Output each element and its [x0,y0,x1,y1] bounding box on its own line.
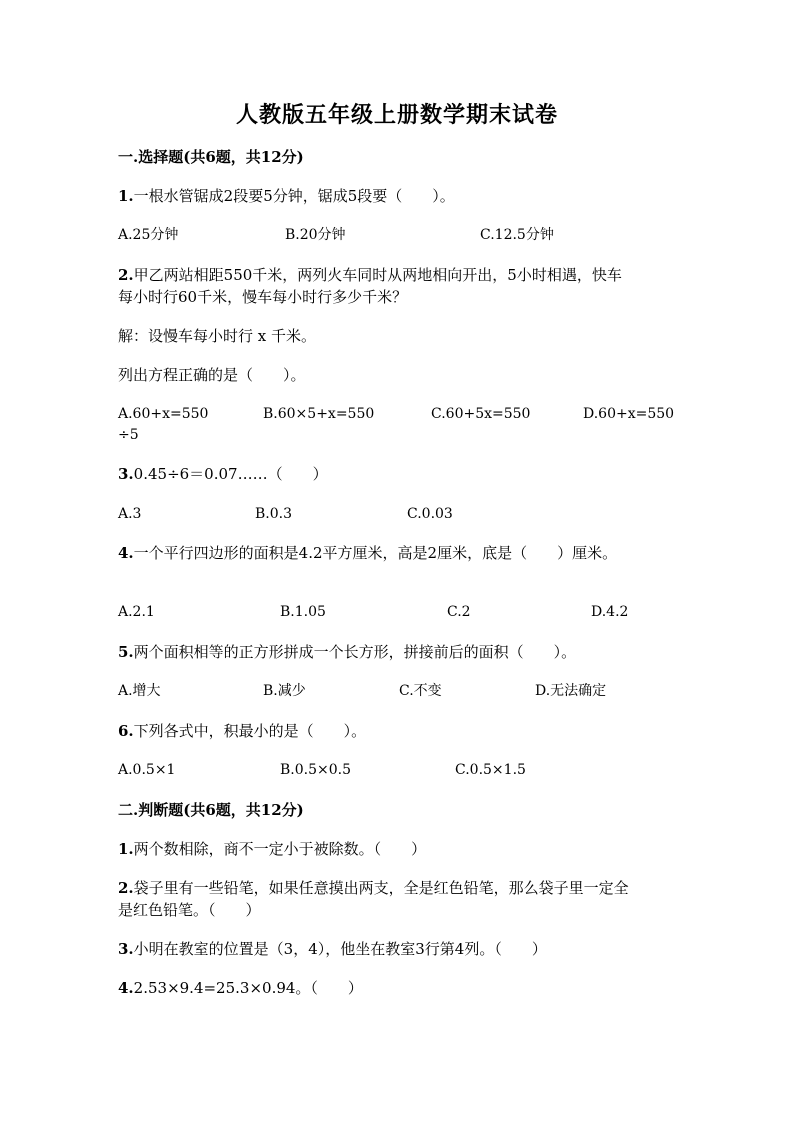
option-d: D.无法确定 [535,683,607,699]
question-text: 小明在教室的位置是（3，4），他坐在教室3行第4列。（ ） [133,940,547,958]
option-b: B.减少 [263,683,306,699]
option-a: A.3 [118,506,142,522]
question-number: 4. [118,544,134,562]
option-c: C.0.5×1.5 [455,762,526,778]
option-d-continuation: ÷5 [118,427,139,443]
question-number: 2. [118,879,134,897]
option-d: D.60+x=550 [583,406,675,422]
judge-question-4 [118,977,363,999]
question-2-prompt: 列出方程正确的是（ ）。 [118,366,306,384]
question-number: 4. [118,979,134,997]
question-text: 两个面积相等的正方形拼成一个长方形，拼接前后的面积（ ）。 [133,643,577,661]
question-4 [118,542,617,564]
question-2-line2: 每小时行60千米，慢车每小时行多少千米？ [118,288,408,306]
question-3 [118,463,328,485]
option-a: A.0.5×1 [118,762,176,778]
question-text-line1: 袋子里有一些铅笔，如果任意摸出两支，全是红色铅笔，那么袋子里一定全 [133,879,629,897]
option-a: A.25分钟 [118,227,179,243]
option-b: B.0.5×0.5 [280,762,351,778]
question-text: 一个平行四边形的面积是4.2平方厘米，高是2厘米，底是（ ）厘米。 [133,544,618,562]
option-c: C.12.5分钟 [480,227,554,243]
question-5 [118,641,576,663]
question-text-line1: 甲乙两站相距550千米，两列火车同时从两地相向开出，5小时相遇，快车 [133,266,622,284]
option-c: C.不变 [399,683,442,699]
option-a: A.增大 [118,683,161,699]
question-6 [118,720,366,742]
option-c: C.60+5x=550 [431,406,531,422]
question-number: 1. [118,840,134,858]
question-2-solution: 解：设慢车每小时行 x 千米。 [118,327,316,345]
question-2 [118,264,622,286]
question-text: 0.45÷6＝0.07……（ ） [133,465,328,483]
option-b: B.20分钟 [285,227,346,243]
question-number: 3. [118,465,134,483]
section-heading-choice: 一.选择题(共6题，共12分) [118,148,304,166]
question-text: 两个数相除，商不一定小于被除数。（ ） [133,840,427,858]
judge-question-2-line2: 是红色铅笔。（ ） [118,901,261,919]
question-text: 下列各式中，积最小的是（ ）。 [133,722,367,740]
question-number: 3. [118,940,134,958]
page-title: 人教版五年级上册数学期末试卷 [235,102,558,128]
option-a: A.60+x=550 [118,406,209,422]
question-number: 5. [118,643,134,661]
option-d: D.4.2 [591,604,629,620]
question-text: 2.53×9.4=25.3×0.94。（ ） [133,979,363,997]
judge-question-3 [118,938,547,960]
option-c: C.0.03 [407,506,453,522]
question-number: 1. [118,187,134,205]
judge-question-2 [118,877,629,899]
option-c: C.2 [447,604,471,620]
question-1 [118,185,455,207]
option-b: B.60×5+x=550 [263,406,375,422]
question-number: 6. [118,722,134,740]
option-a: A.2.1 [118,604,155,620]
option-b: B.0.3 [255,506,293,522]
question-number: 2. [118,266,134,284]
question-text: 一根水管锯成2段要5分钟，锯成5段要（ ）。 [133,187,455,205]
section-heading-judge: 二.判断题(共6题，共12分) [118,801,304,819]
judge-question-1 [118,838,426,860]
option-b: B.1.05 [280,604,326,620]
